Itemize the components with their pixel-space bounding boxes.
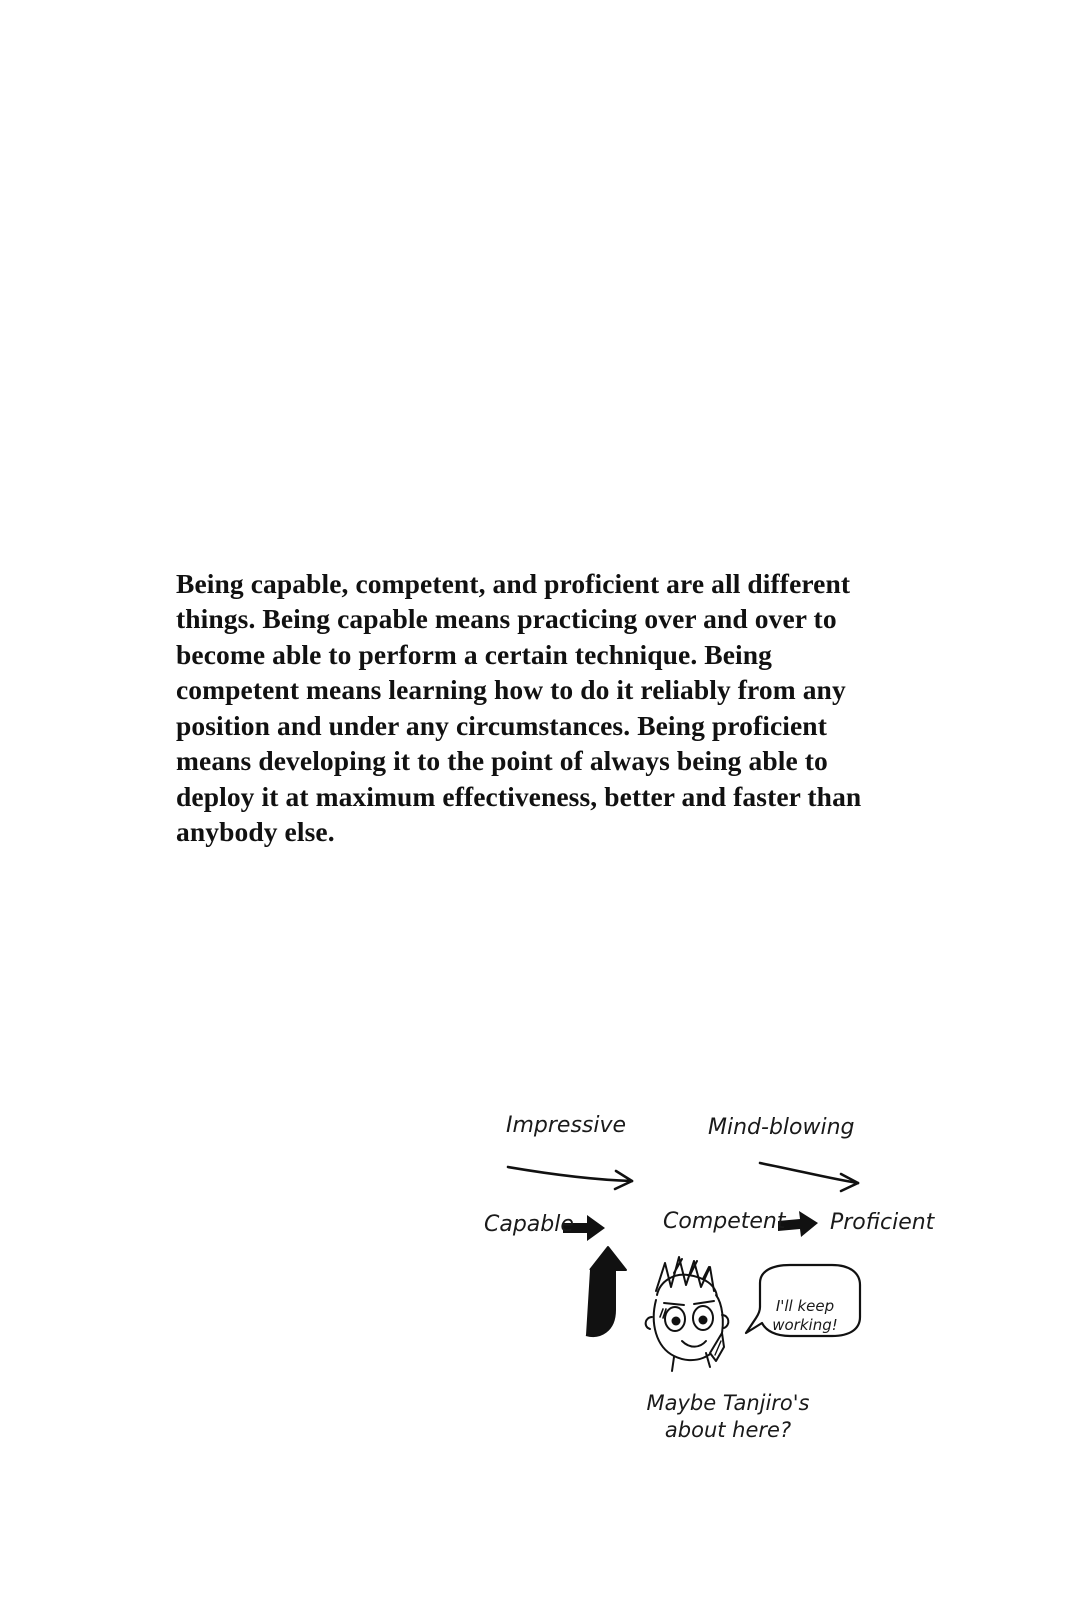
- tanjiro-doodle: [646, 1257, 729, 1371]
- label-impressive: Impressive: [506, 1113, 627, 1138]
- label-competent: Competent: [663, 1209, 786, 1234]
- position-pointer-arrow-icon: [586, 1247, 626, 1336]
- progression-diagram: [460, 1095, 980, 1495]
- label-mind-blowing: Mind-blowing: [708, 1115, 855, 1140]
- mind-blowing-arrow-icon: [760, 1163, 858, 1191]
- speech-bubble-text: I'll keep working!: [772, 1297, 838, 1334]
- label-proficient: Proficient: [830, 1210, 935, 1235]
- diagram-caption: Maybe Tanjiro's about here?: [646, 1391, 810, 1442]
- impressive-arrow-icon: [508, 1167, 632, 1189]
- label-capable: Capable: [484, 1212, 574, 1237]
- page-body-text: Being capable, competent, and proficient are all different things. Being capable means practicing over and over to become able to perform a certain technique. Being competent means learning how to do it reliably from any position and under any circumstances. Being proficient means developing it to the point of always being able to deploy it at maximum effectiveness, better and faster than anybody else.: [176, 567, 862, 847]
